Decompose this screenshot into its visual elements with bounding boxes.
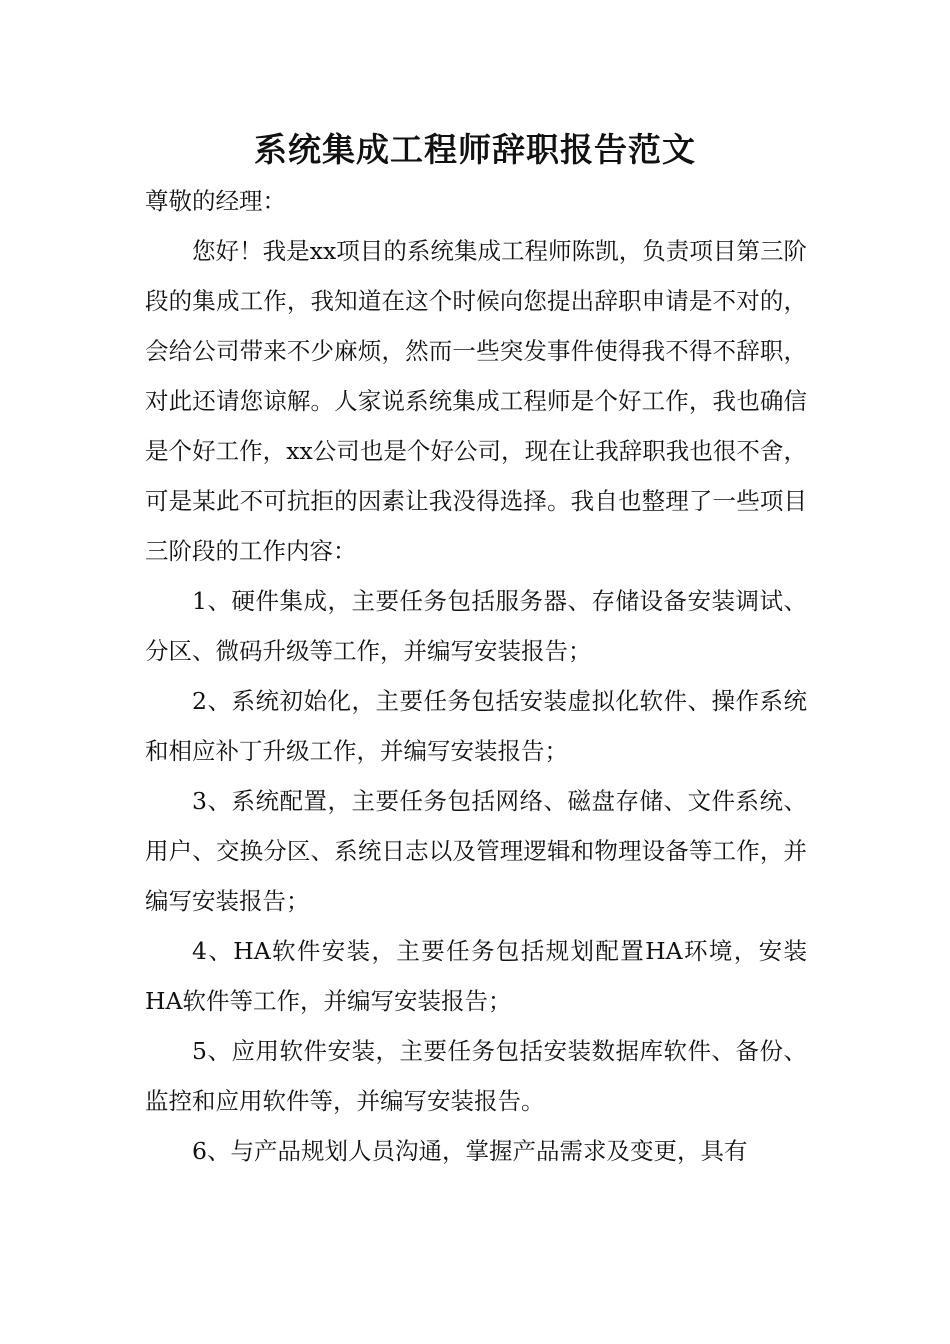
- paragraph-item-2: 2、系统初始化，主要任务包括安装虚拟化软件、操作系统和相应补丁升级工作，并编写安装报告；: [145, 687, 807, 765]
- paragraph-item-3: 3、系统配置，主要任务包括网络、磁盘存储、文件系统、用户、交换分区、系统日志以及管理逻辑和物理设备等工作，并编写安装报告；: [145, 787, 807, 915]
- paragraph-item-4: 4、HA软件安装，主要任务包括规划配置HA环境，安装HA软件等工作，并编写安装报告；: [145, 937, 807, 1015]
- salutation: 尊敬的经理：: [145, 187, 286, 215]
- paragraph-intro: 您好！我是xx项目的系统集成工程师陈凯，负责项目第三阶段的集成工作，我知道在这个时候向您提出辞职申请是不对的，会给公司带来不少麻烦，然而一些突发事件使得我不得不辞职，对此还请您谅解。人家说系统集成工程师是个好工作，我也确信是个好工作，xx公司也是个好公司，现在让我辞职我也很不舍，可是某此不可抗拒的因素让我没得选择。我自也整理了一些项目三阶段的工作内容：: [145, 237, 807, 565]
- document-title: 系统集成工程师辞职报告范文: [254, 130, 696, 169]
- document-body: [145, 176, 807, 1176]
- paragraph-item-6: 6、与产品规划人员沟通，掌握产品需求及变更，具有: [192, 1137, 748, 1165]
- paragraph-item-5: 5、应用软件安装，主要任务包括安装数据库软件、备份、监控和应用软件等，并编写安装报告。: [145, 1037, 807, 1115]
- paragraph-item-1: 1、硬件集成，主要任务包括服务器、存储设备安装调试、分区、微码升级等工作，并编写安装报告；: [145, 587, 807, 665]
